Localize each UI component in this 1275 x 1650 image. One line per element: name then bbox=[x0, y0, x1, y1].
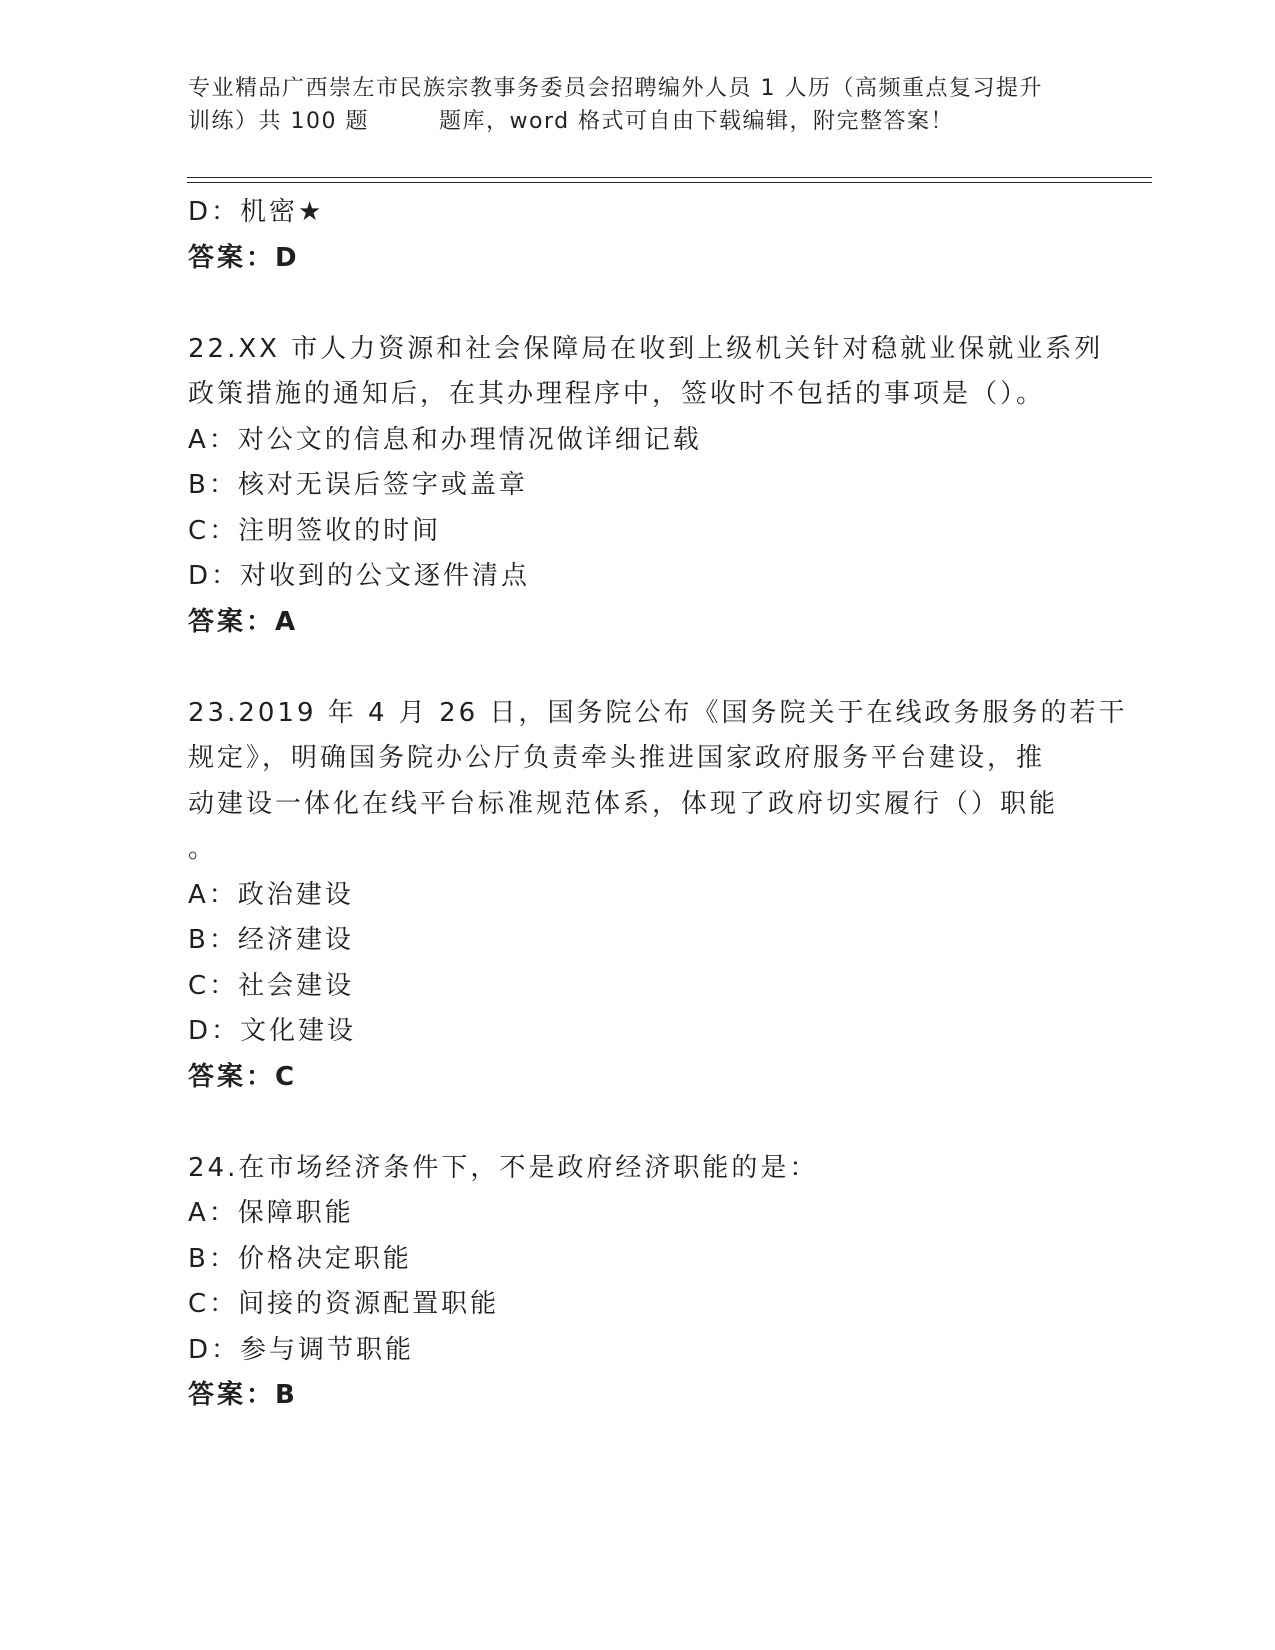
option-a: A：政治建设 bbox=[188, 879, 354, 910]
answer-line: 答案：A bbox=[188, 606, 299, 637]
page-header bbox=[188, 72, 1088, 138]
question-list bbox=[188, 190, 1128, 1419]
option-b: B：价格决定职能 bbox=[188, 1243, 412, 1274]
option-d: D：参与调节职能 bbox=[188, 1334, 415, 1365]
option-d: D：机密★ bbox=[188, 197, 325, 227]
option-c: C：社会建设 bbox=[188, 970, 355, 1001]
question-24 bbox=[188, 1146, 1088, 1419]
question-text: 23.2019 年 4 月 26 日，国务院公布《国务院关于在线政务服务的若干 bbox=[188, 697, 1128, 728]
question-text: 24.在市场经济条件下，不是政府经济职能的是： bbox=[188, 1152, 819, 1183]
option-c: C：间接的资源配置职能 bbox=[188, 1289, 500, 1319]
header-divider-bottom bbox=[187, 182, 1152, 183]
question-text: 政策措施的通知后，在其办理程序中，签收时不包括的事项是（）。 bbox=[188, 379, 1046, 409]
header-title-part-a: 训练）共 100 题 bbox=[188, 109, 369, 134]
header-title-line-1: 专业精品广西崇左市民族宗教事务委员会招聘编外人员 1 人历（高频重点复习提升 bbox=[188, 76, 1043, 101]
option-c: C：注明签收的时间 bbox=[188, 515, 442, 546]
header-title-part-b: 题库，word 格式可自由下载编辑，附完整答案！ bbox=[438, 109, 955, 134]
option-b: B：经济建设 bbox=[188, 925, 354, 955]
option-d: D：对收到的公文逐件清点 bbox=[188, 561, 531, 591]
option-b: B：核对无误后签字或盖章 bbox=[188, 470, 528, 500]
option-a: A：保障职能 bbox=[188, 1198, 354, 1228]
option-a: A：对公文的信息和办理情况做详细记载 bbox=[188, 424, 702, 455]
header-title-line-2 bbox=[188, 105, 1088, 138]
option-d: D：文化建设 bbox=[188, 1016, 357, 1046]
answer-line: 答案：B bbox=[188, 1380, 298, 1410]
question-text: 动建设一体化在线平台标准规范体系，体现了政府切实履行（）职能 bbox=[188, 788, 1059, 819]
question-text: 规定》，明确国务院办公厅负责牵头推进国家政府服务平台建设，推 bbox=[188, 743, 1046, 773]
question-text: 。 bbox=[188, 834, 218, 864]
question-22 bbox=[188, 327, 1104, 646]
answer-line: 答案：D bbox=[188, 242, 300, 273]
question-text: 22.XX 市人力资源和社会保障局在收到上级机关针对稳就业保就业系列 bbox=[188, 333, 1104, 364]
header-divider-top bbox=[187, 177, 1152, 178]
question-23 bbox=[188, 691, 1128, 1101]
answer-line: 答案：C bbox=[188, 1061, 298, 1092]
